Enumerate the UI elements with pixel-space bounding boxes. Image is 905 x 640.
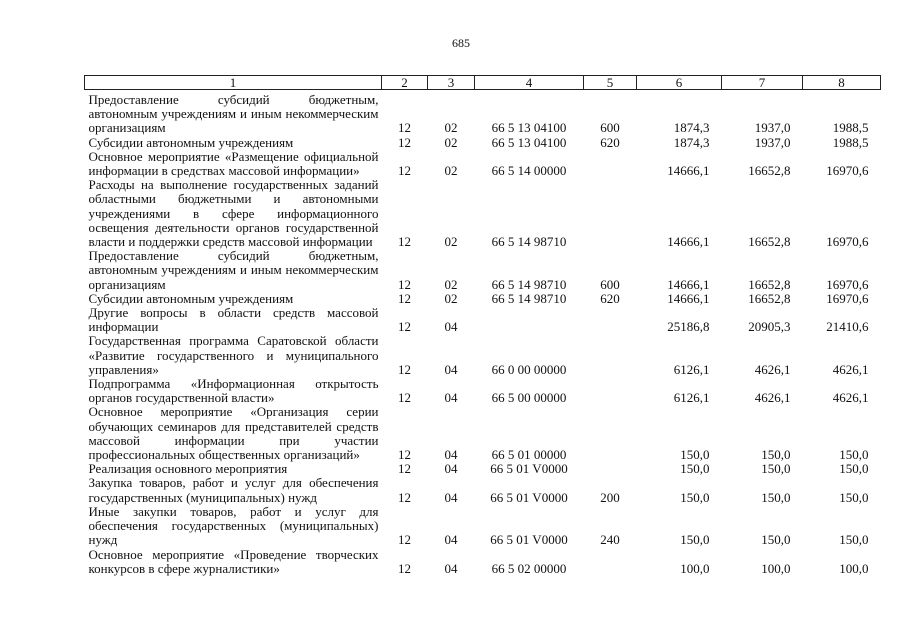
item-description: Субсидии автономным учреждениям (88, 290, 294, 306)
section-code: 12 (398, 319, 411, 335)
subsection-code: 04 (444, 390, 458, 406)
amount-year-2: 1937,0 (754, 120, 791, 136)
amount-year-2: 1937,0 (754, 134, 791, 150)
item-description: Другие вопросы в области средств массовой информации (88, 305, 379, 335)
table-row (85, 150, 881, 178)
target-article-code: 66 5 00 00000 (491, 390, 567, 406)
amount-year-2: 150,0 (761, 489, 791, 505)
target-article-code: 66 5 14 98710 (491, 290, 567, 306)
amount-year-2: 16652,8 (748, 290, 791, 306)
expense-type-code: 600 (600, 120, 620, 136)
amount-year-1: 1874,3 (673, 120, 710, 136)
page-number: 685 (452, 36, 470, 50)
table-row (85, 334, 881, 377)
subsection-code: 02 (444, 276, 458, 292)
amount-year-2: 16652,8 (748, 163, 791, 179)
target-article-code: 66 5 01 V0000 (490, 532, 568, 548)
header-cell: 4 (475, 76, 584, 90)
amount-year-3: 21410,6 (826, 319, 869, 335)
subsection-code: 04 (444, 560, 458, 576)
amount-year-2: 150,0 (761, 461, 791, 477)
item-description: Основное мероприятие «Размещение официальной информации в средствах массовой информации» (88, 148, 379, 179)
amount-year-3: 150,0 (839, 447, 869, 463)
amount-year-2: 4626,1 (754, 390, 791, 406)
table-row (85, 377, 881, 405)
section-code: 12 (398, 560, 411, 576)
expense-type-code (584, 306, 637, 334)
item-description: Подпрограмма «Информационная открытость органов государственной власти» (88, 376, 379, 406)
table-row (85, 405, 881, 462)
amount-year-2: 150,0 (761, 447, 791, 463)
subsection-code: 02 (444, 134, 458, 150)
table-row (85, 462, 881, 476)
section-code: 12 (398, 290, 411, 306)
table-row (85, 505, 881, 548)
amount-year-3: 4626,1 (832, 390, 869, 406)
section-code: 12 (398, 134, 411, 150)
item-description: Закупка товаров, работ и услуг для обеспечения государственных (муниципальных) нужд (88, 475, 379, 505)
amount-year-1: 14666,1 (667, 234, 710, 250)
budget-table (84, 75, 881, 576)
item-description: Иные закупки товаров, работ и услуг для обеспечения государственных (муниципальных) нужд (88, 503, 379, 548)
target-article-code: 66 5 01 V0000 (490, 489, 568, 505)
table-row (85, 292, 881, 306)
expense-type-code: 620 (600, 134, 620, 150)
expense-type-code (584, 178, 637, 249)
amount-year-3: 1988,5 (832, 134, 869, 150)
table-row (85, 476, 881, 504)
subsection-code: 02 (444, 163, 458, 179)
expense-type-code (584, 548, 637, 576)
section-code: 12 (398, 447, 411, 463)
target-article-code: 66 5 02 00000 (491, 560, 567, 576)
section-code: 12 (398, 390, 411, 406)
subsection-code: 02 (444, 120, 458, 136)
section-code: 12 (398, 120, 411, 136)
target-article-code: 66 5 01 00000 (491, 447, 567, 463)
table-row (85, 178, 881, 249)
section-code: 12 (398, 234, 411, 250)
amount-year-1: 25186,8 (667, 319, 710, 335)
section-code: 12 (398, 361, 411, 377)
item-description: Расходы на выполнение государственных заданий областными бюджетными и автономными учреждениями в сфере информационного освещения деятельности органов государственной власти и поддержки средств массовой информации (88, 177, 379, 250)
item-description: Реализация основного мероприятия (88, 461, 288, 477)
subsection-code: 02 (444, 290, 458, 306)
amount-year-2: 100,0 (761, 560, 791, 576)
amount-year-2: 16652,8 (748, 276, 791, 292)
target-article-code: 66 0 00 00000 (491, 361, 567, 377)
subsection-code: 02 (444, 234, 458, 250)
subsection-code: 04 (444, 532, 458, 548)
expense-type-code (584, 334, 637, 377)
item-description: Предоставление субсидий бюджетным, автономным учреждениям и иным некоммерческим организациям (88, 92, 379, 136)
expense-type-code: 240 (600, 532, 620, 548)
amount-year-2: 20905,3 (748, 319, 791, 335)
header-cell: 2 (382, 76, 428, 90)
subsection-code: 04 (444, 461, 458, 477)
amount-year-2: 4626,1 (754, 361, 791, 377)
amount-year-3: 150,0 (839, 532, 869, 548)
item-description: Предоставление субсидий бюджетным, автономным учреждениям и иным некоммерческим организациям (88, 248, 379, 292)
target-article-code: 66 5 14 98710 (491, 276, 567, 292)
section-code: 12 (398, 276, 411, 292)
table-row (85, 306, 881, 334)
expense-type-code: 600 (600, 276, 620, 292)
header-row (85, 76, 881, 90)
header-cell: 7 (722, 76, 803, 90)
amount-year-3: 16970,6 (826, 234, 869, 250)
amount-year-3: 150,0 (839, 489, 869, 505)
amount-year-1: 1874,3 (673, 134, 710, 150)
section-code: 12 (398, 489, 411, 505)
section-code: 12 (398, 461, 411, 477)
expense-type-code: 200 (600, 489, 620, 505)
header-cell: 8 (803, 76, 881, 90)
amount-year-1: 6126,1 (673, 361, 710, 377)
amount-year-1: 150,0 (680, 489, 710, 505)
amount-year-1: 14666,1 (667, 163, 710, 179)
target-article-code: 66 5 13 04100 (491, 134, 567, 150)
target-article-code (475, 306, 584, 334)
amount-year-1: 150,0 (680, 532, 710, 548)
header-cell: 5 (584, 76, 637, 90)
table-row (85, 548, 881, 576)
expense-type-code (584, 150, 637, 178)
expense-type-code (584, 462, 637, 476)
item-description: Основное мероприятие «Организация серии обучающих семинаров для представителей средств массовой информации при участии профессиональных общественных организаций» (88, 404, 379, 463)
section-code: 12 (398, 532, 411, 548)
amount-year-1: 150,0 (680, 447, 710, 463)
amount-year-3: 4626,1 (832, 361, 869, 377)
section-code: 12 (398, 163, 411, 179)
subsection-code: 04 (444, 489, 458, 505)
amount-year-2: 150,0 (761, 532, 791, 548)
target-article-code: 66 5 13 04100 (491, 120, 567, 136)
amount-year-1: 14666,1 (667, 276, 710, 292)
item-description: Субсидии автономным учреждениям (88, 134, 294, 150)
amount-year-1: 14666,1 (667, 290, 710, 306)
expense-type-code (584, 377, 637, 405)
expense-type-code: 620 (600, 290, 620, 306)
subsection-code: 04 (444, 319, 458, 335)
header-cell: 6 (637, 76, 722, 90)
target-article-code: 66 5 01 V0000 (490, 461, 568, 477)
table-row (85, 90, 881, 136)
header-cell: 1 (85, 76, 382, 90)
amount-year-3: 16970,6 (826, 290, 869, 306)
amount-year-3: 16970,6 (826, 276, 869, 292)
subsection-code: 04 (444, 447, 458, 463)
amount-year-1: 150,0 (680, 461, 710, 477)
amount-year-2: 16652,8 (748, 234, 791, 250)
table-row (85, 249, 881, 292)
amount-year-3: 100,0 (839, 560, 869, 576)
item-description: Основное мероприятие «Проведение творческих конкурсов в сфере журналистики» (88, 546, 379, 576)
expense-type-code (584, 405, 637, 462)
amount-year-1: 100,0 (680, 560, 710, 576)
amount-year-3: 150,0 (839, 461, 869, 477)
amount-year-3: 1988,5 (832, 120, 869, 136)
header-cell: 3 (428, 76, 475, 90)
subsection-code: 04 (444, 361, 458, 377)
target-article-code: 66 5 14 98710 (491, 234, 567, 250)
item-description: Государственная программа Саратовской области «Развитие государственного и муниципального управления» (88, 333, 379, 377)
target-article-code: 66 5 14 00000 (491, 163, 567, 179)
amount-year-3: 16970,6 (826, 163, 869, 179)
amount-year-1: 6126,1 (673, 390, 710, 406)
table-row (85, 136, 881, 150)
